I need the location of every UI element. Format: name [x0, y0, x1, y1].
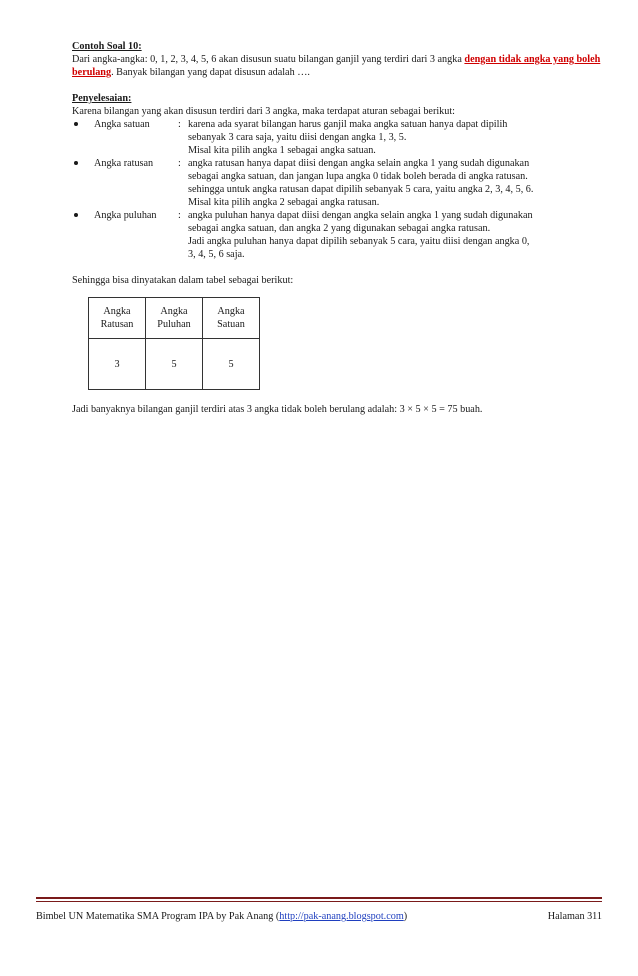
bullet-satuan: Angka satuan : karena ada syarat bilangan harus ganjil maka angka satuan hanya dapat dipilih sebanyak 3 cara saja, yaitu diisi dengan angka 1, 3, 5. Misal kita pilih angka 1 sebagai angka satuan. [72, 118, 602, 157]
bullet-dot-icon [72, 209, 94, 261]
table-value-cell: 3 [89, 339, 146, 390]
table-header-row [89, 298, 260, 339]
table-intro: Sehingga bisa dinyatakan dalam tabel sebagai berikut: [72, 275, 294, 286]
bullet-name: Angka puluhan [94, 210, 157, 221]
solution-title: Penyelesaian: [72, 93, 132, 104]
document-body [72, 40, 602, 416]
table-header-cell: Angka Ratusan [89, 298, 146, 339]
bullet-name: Angka ratusan [94, 158, 154, 169]
page-footer [36, 910, 602, 923]
footer-divider [36, 901, 602, 902]
bullet-name: Angka satuan [94, 119, 150, 130]
bullet-list [72, 118, 602, 261]
table-value-row [89, 339, 260, 390]
bullet-description: angka ratusan hanya dapat diisi dengan angka selain angka 1 yang sudah digunakan sebagai angka satuan, dan jangan lupa angka 0 tidak boleh berada di angka ratusan. sehingga untuk angka ratusan dapat dipilih sebanyak 5 cara, yaitu angka 2, 3, 4, 5, 6. Misal kita pilih angka 2 sebagai angka ratusan. [188, 158, 534, 208]
example-title: Contoh Soal 10: [72, 41, 142, 52]
question-text: Dari angka-angka: 0, 1, 2, 3, 4, 5, 6 akan disusun suatu bilangan ganjil yang terdiri dari 3 angka dengan tidak angka yang boleh berulang. Banyak bilangan yang dapat disusun adalah …. [72, 54, 601, 78]
digit-table [88, 297, 260, 390]
table-value-cell: 5 [203, 339, 260, 390]
bullet-dot-icon [72, 118, 94, 157]
conclusion-text: Jadi banyaknya bilangan ganjil terdiri atas 3 angka tidak boleh berulang adalah: 3 × 5 × 5 = 75 buah. [72, 404, 483, 415]
solution-intro: Karena bilangan yang akan disusun terdiri dari 3 angka, maka terdapat aturan sebagai berikut: [72, 106, 456, 117]
bullet-puluhan: Angka puluhan : angka puluhan hanya dapat diisi dengan angka selain angka 1 yang sudah digunakan sebagai angka satuan, dan angka 2 yang digunakan sebagai angka ratusan. Jadi angka puluhan hanya dapat dipilih sebanyak 5 cara, yaitu diisi dengan angka 0, 3, 4, 5, 6 saja. [72, 209, 602, 261]
question-highlight: dengan tidak angka yang boleh berulang [72, 54, 601, 78]
table-header-cell: Angka Satuan [203, 298, 260, 339]
bullet-description: karena ada syarat bilangan harus ganjil maka angka satuan hanya dapat dipilih sebanyak 3 cara saja, yaitu diisi dengan angka 1, 3, 5. Misal kita pilih angka 1 sebagai angka satuan. [188, 119, 508, 156]
bullet-dot-icon [72, 157, 94, 209]
table-value-cell: 5 [146, 339, 203, 390]
footer-divider [36, 897, 602, 899]
bullet-ratusan: Angka ratusan : angka ratusan hanya dapat diisi dengan angka selain angka 1 yang sudah digunakan sebagai angka satuan, dan jangan lupa angka 0 tidak boleh berada di angka ratusan. sehingga untuk angka ratusan dapat dipilih sebanyak 5 cara, yaitu angka 2, 3, 4, 5, 6. Misal kita pilih angka 2 sebagai angka ratusan. [72, 157, 602, 209]
footer-link[interactable]: http://pak-anang.blogspot.com [279, 911, 404, 922]
page-number: Halaman 311 [547, 911, 602, 922]
table-header-cell: Angka Puluhan [146, 298, 203, 339]
footer-credit: Bimbel UN Matematika SMA Program IPA by Pak Anang (http://pak-anang.blogspot.com) [36, 911, 408, 922]
bullet-description: angka puluhan hanya dapat diisi dengan angka selain angka 1 yang sudah digunakan sebagai angka satuan, dan angka 2 yang digunakan sebagai angka ratusan. Jadi angka puluhan hanya dapat dipilih sebanyak 5 cara, yaitu diisi dengan angka 0, 3, 4, 5, 6 saja. [188, 210, 533, 260]
